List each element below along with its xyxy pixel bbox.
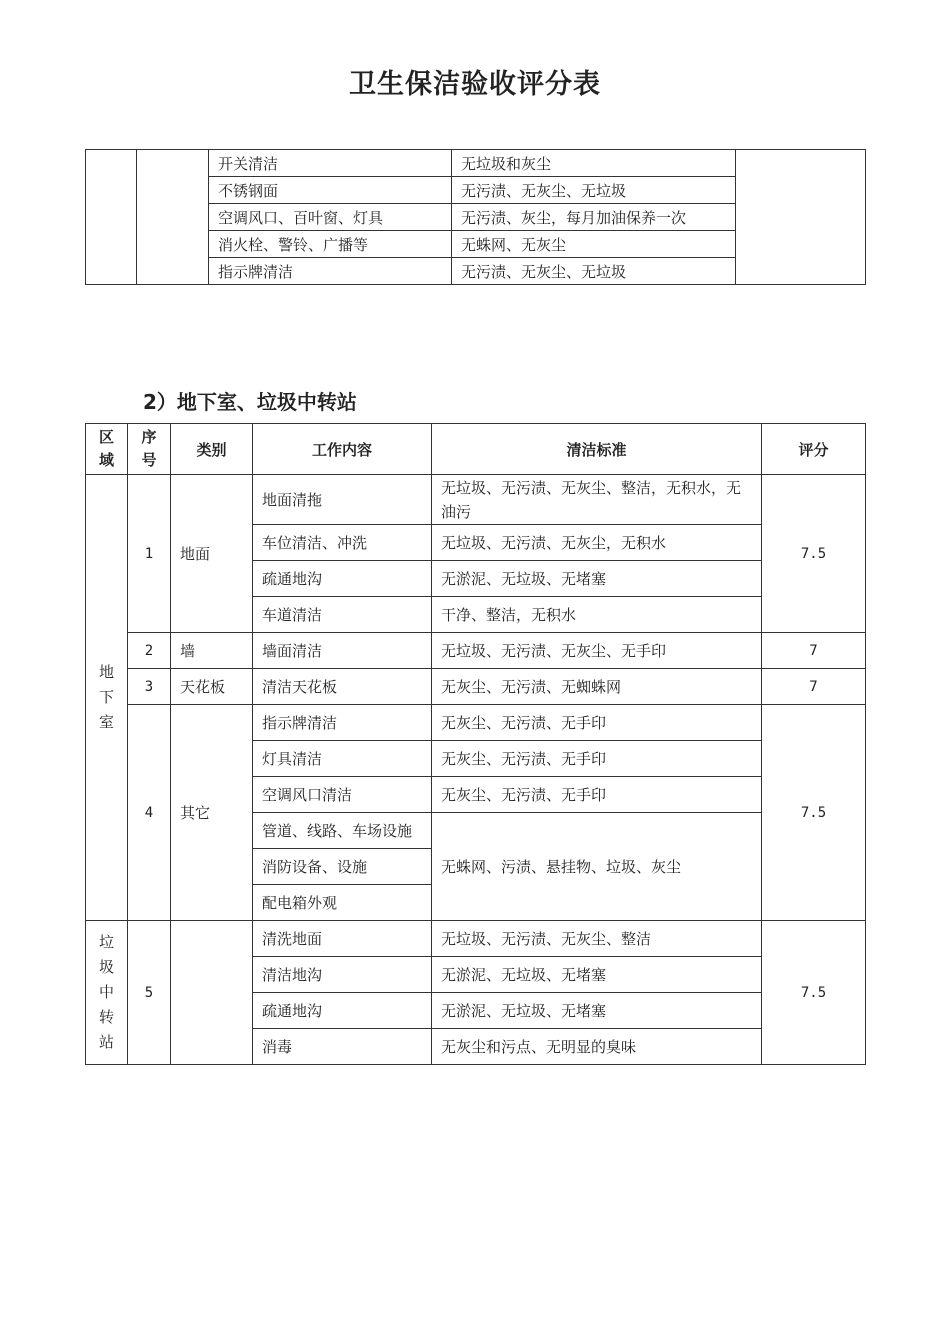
standard-cell: 无蛛网、污渍、悬挂物、垃圾、灰尘 (432, 813, 762, 921)
category-cell: 天花板 (171, 669, 253, 705)
score-cell: 7 (762, 633, 866, 669)
area-cell (86, 150, 137, 285)
content-cell: 消毒 (253, 1029, 432, 1065)
page-title: 卫生保洁验收评分表 (349, 69, 601, 100)
content-cell: 疏通地沟 (253, 993, 432, 1029)
score-cell: 7.5 (762, 921, 866, 1065)
standard-cell: 无污渍、无灰尘、无垃圾 (452, 258, 736, 285)
scoring-table (85, 423, 866, 1065)
standard-cell: 无垃圾和灰尘 (452, 150, 736, 177)
continued-table (85, 149, 866, 285)
area-transfer-station: 垃 圾 中 转 站 (86, 921, 128, 1065)
standard-cell: 无灰尘、无污渍、无手印 (432, 705, 762, 741)
table-row (86, 669, 866, 705)
content-cell: 不锈钢面 (209, 177, 452, 204)
standard-cell: 无垃圾、无污渍、无灰尘、整洁 (432, 921, 762, 957)
content-cell: 疏通地沟 (253, 561, 432, 597)
area-basement: 地 下 室 (86, 475, 128, 921)
content-cell: 指示牌清洁 (209, 258, 452, 285)
header-score: 评分 (762, 424, 866, 475)
standard-cell: 无污渍、无灰尘、无垃圾 (452, 177, 736, 204)
content-cell: 车道清洁 (253, 597, 432, 633)
header-area: 区 域 (86, 424, 128, 475)
header-row (86, 424, 866, 475)
header-category: 类别 (171, 424, 253, 475)
content-cell: 清洁地沟 (253, 957, 432, 993)
content-cell: 清洁天花板 (253, 669, 432, 705)
standard-cell: 无垃圾、无污渍、无灰尘、整洁，无积水，无油污 (432, 475, 762, 525)
content-cell: 灯具清洁 (253, 741, 432, 777)
table-row (86, 705, 866, 741)
score-cell: 7.5 (762, 705, 866, 921)
table-row (86, 475, 866, 525)
standard-cell: 干净、整洁，无积水 (432, 597, 762, 633)
table-row (86, 921, 866, 957)
standard-cell: 无灰尘、无污渍、无手印 (432, 741, 762, 777)
content-cell: 空调风口清洁 (253, 777, 432, 813)
seq-cell: 2 (128, 633, 171, 669)
table-row (86, 150, 866, 177)
category-cell: 墙 (171, 633, 253, 669)
header-standard: 清洁标准 (432, 424, 762, 475)
content-cell: 消火栓、警铃、广播等 (209, 231, 452, 258)
content-cell: 开关清洁 (209, 150, 452, 177)
content-cell: 空调风口、百叶窗、灯具 (209, 204, 452, 231)
standard-cell: 无灰尘、无污渍、无蜘蛛网 (432, 669, 762, 705)
content-cell: 车位清洁、冲洗 (253, 525, 432, 561)
header-seq: 序 号 (128, 424, 171, 475)
standard-cell: 无淤泥、无垃圾、无堵塞 (432, 561, 762, 597)
content-cell: 消防设备、设施 (253, 849, 432, 885)
content-cell: 管道、线路、车场设施 (253, 813, 432, 849)
seq-cell: 4 (128, 705, 171, 921)
content-cell: 墙面清洁 (253, 633, 432, 669)
content-cell: 配电箱外观 (253, 885, 432, 921)
standard-cell: 无污渍、灰尘，每月加油保养一次 (452, 204, 736, 231)
content-cell: 地面清拖 (253, 475, 432, 525)
score-cell: 7 (762, 669, 866, 705)
standard-cell: 无蛛网、无灰尘 (452, 231, 736, 258)
content-cell: 指示牌清洁 (253, 705, 432, 741)
table-row (86, 633, 866, 669)
standard-cell: 无淤泥、无垃圾、无堵塞 (432, 957, 762, 993)
standard-cell: 无灰尘、无污渍、无手印 (432, 777, 762, 813)
category-cell: 其它 (171, 705, 253, 921)
standard-cell: 无垃圾、无污渍、无灰尘，无积水 (432, 525, 762, 561)
category-cell (171, 921, 253, 1065)
standard-cell: 无灰尘和污点、无明显的臭味 (432, 1029, 762, 1065)
seq-cell: 3 (128, 669, 171, 705)
seq-cell: 5 (128, 921, 171, 1065)
standard-cell: 无垃圾、无污渍、无灰尘、无手印 (432, 633, 762, 669)
category-cell (137, 150, 209, 285)
score-cell: 7.5 (762, 475, 866, 633)
category-cell: 地面 (171, 475, 253, 633)
score-cell (736, 150, 866, 285)
content-cell: 清洗地面 (253, 921, 432, 957)
standard-cell: 无淤泥、无垃圾、无堵塞 (432, 993, 762, 1029)
seq-cell: 1 (128, 475, 171, 633)
section-heading: 2）地下室、垃圾中转站 (143, 390, 357, 414)
header-content: 工作内容 (253, 424, 432, 475)
